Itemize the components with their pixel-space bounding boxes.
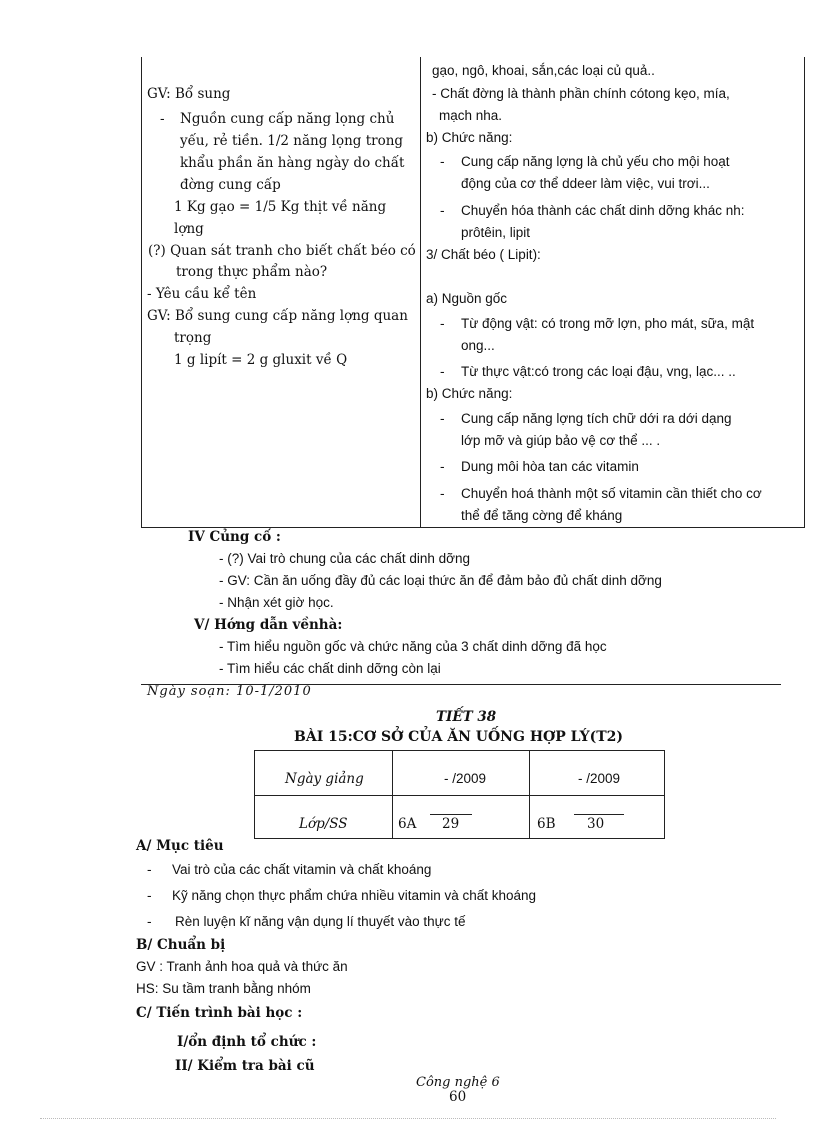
- left-item1-line2: yếu, rẻ tiền. 1/2 năng lọng trong: [180, 133, 404, 149]
- homework-title: V/ Hớng dẫn vềnhà:: [194, 617, 343, 633]
- objective-line1: Vai trò của các chất vitamin và chất khoáng: [172, 862, 432, 877]
- right-animal-line2: ong...: [461, 338, 495, 353]
- right-fatfunc-line2: lớp mỡ và giúp bảo vệ cơ thể ... .: [461, 433, 661, 448]
- schedule-class-b: 6B: [537, 816, 556, 832]
- right-fat-title: 3/ Chất béo ( Lipit):: [426, 247, 541, 262]
- left-question-line1: (?) Quan sát tranh cho biết chất béo có: [148, 243, 416, 259]
- schedule-count-a: 29: [442, 816, 460, 832]
- left-ratio-line2: lợng: [174, 221, 204, 237]
- schedule-class-a: 6A: [398, 816, 417, 832]
- right-convert-line2: prôtêin, lipit: [461, 225, 531, 240]
- preparation-title: B/ Chuẩn bị: [136, 937, 226, 953]
- right-energy-line2: động của cơ thể ddeer làm việc, vui trơi...: [461, 176, 710, 191]
- right-top-line: gạo, ngô, khoai, sắn,các loại củ quả..: [432, 63, 655, 78]
- count-b-overline: [574, 814, 624, 815]
- objective-line3: Rèn luyện kĩ năng vận dụng lí thuyết vào thực tế: [175, 914, 466, 929]
- right-solvent-line: Dung môi hòa tan các vitamin: [461, 459, 639, 474]
- right-bullet-dash: -: [440, 459, 445, 475]
- right-sugar-line1: - Chất đờng là thành phần chính cótong kẹo, mía,: [432, 86, 730, 101]
- right-energy-line1: Cung cấp năng lợng là chủ yếu cho mội hoạt: [461, 154, 730, 169]
- schedule-row1-cell1: - /2009: [444, 771, 487, 786]
- lesson-title: BÀI 15:CƠ SỞ CỦA ĂN UỐNG HỢP LÝ(T2): [294, 729, 623, 745]
- right-plant-line: Từ thực vật:có trong các loại đậu, vng, lạc... ..: [461, 364, 736, 379]
- count-a-overline: [430, 814, 472, 815]
- consolidate-line1: - (?) Vai trò chung của các chất dinh dỡng: [219, 551, 470, 566]
- preparation-gv: GV : Tranh ảnh hoa quả và thức ăn: [136, 959, 348, 974]
- left-item1-line3: khẩu phần ăn hàng ngày do chất: [180, 155, 405, 171]
- process-step1: I/ổn định tổ chức :: [177, 1034, 317, 1050]
- schedule-count-b: 30: [587, 816, 605, 832]
- right-animal-line1: Từ động vật: có trong mỡ lợn, pho mát, sữa, mật: [461, 316, 755, 331]
- left-request: - Yêu cầu kể tên: [147, 286, 257, 302]
- objective-dash: -: [147, 888, 152, 904]
- right-fatconv-line2: thể để tăng cờng để kháng: [461, 508, 623, 523]
- preparation-hs: HS: Su tầm tranh bằng nhóm: [136, 981, 311, 996]
- right-convert-line1: Chuyển hóa thành các chất dinh dỡng khác nh:: [461, 203, 745, 218]
- prep-date: Ngày soạn: 10-1/2010: [147, 684, 312, 699]
- left-formula: 1 g lipít = 2 g gluxit về Q: [174, 352, 348, 368]
- right-bullet-dash: -: [440, 364, 445, 380]
- footer-subject: Công nghệ 6: [416, 1075, 500, 1090]
- footer-page-number: 60: [449, 1089, 467, 1105]
- right-bullet-dash: -: [440, 154, 445, 170]
- schedule-row1-cell2: - /2009: [578, 771, 621, 786]
- schedule-row1-label: Ngày giảng: [285, 771, 364, 787]
- footer-dotted-line: [40, 1118, 776, 1119]
- process-title: C/ Tiến trình bài học :: [136, 1005, 303, 1021]
- right-bullet-dash: -: [440, 486, 445, 502]
- schedule-row2-label: Lớp/SS: [299, 816, 348, 832]
- left-gv-label: GV: Bổ sung: [147, 86, 231, 102]
- left-gv2-line2: trọng: [174, 330, 212, 346]
- right-bullet-dash: -: [440, 411, 445, 427]
- right-sugar-line2: mạch nha.: [439, 108, 503, 123]
- right-origin-heading: a) Nguồn gốc: [426, 291, 508, 306]
- right-fatconv-line1: Chuyển hoá thành một số vitamin cần thiết cho cơ: [461, 486, 762, 501]
- consolidate-line2: - GV: Cần ăn uống đầy đủ các loại thức ăn để đảm bảo đủ chất dinh dỡng: [219, 573, 662, 588]
- homework-line2: - Tìm hiểu các chất dinh dỡng còn lại: [219, 661, 441, 676]
- consolidate-line3: - Nhận xét giờ học.: [219, 595, 334, 610]
- objectives-title: A/ Mục tiêu: [136, 838, 224, 854]
- homework-line1: - Tìm hiểu nguồn gốc và chức năng của 3 chất dinh dỡng đã học: [219, 639, 607, 654]
- objective-dash: -: [147, 862, 152, 878]
- left-question-line2: trong thực phẩm nào?: [176, 264, 328, 280]
- left-gv2-line1: GV: Bổ sung cung cấp năng lợng quan: [147, 308, 408, 324]
- left-bullet-dash: -: [160, 111, 165, 127]
- right-fatfunc-line1: Cung cấp năng lợng tích chữ dới ra dới dạng: [461, 411, 732, 426]
- lesson-period: TIẾT 38: [436, 709, 497, 725]
- objective-line2: Kỹ năng chọn thực phẩm chứa nhiều vitamin và chất khoáng: [172, 888, 537, 903]
- objective-dash: -: [147, 914, 152, 930]
- right-bullet-dash: -: [440, 203, 445, 219]
- right-function-heading: b) Chức năng:: [426, 130, 513, 145]
- left-item1-line1: Nguồn cung cấp năng lọng chủ: [180, 111, 395, 127]
- right-bullet-dash: -: [440, 316, 445, 332]
- schedule-row-divider: [255, 795, 664, 796]
- column-divider: [420, 57, 421, 527]
- left-item1-line4: đờng cung cấp: [180, 177, 281, 193]
- process-step2: II/ Kiểm tra bài cũ: [175, 1058, 315, 1074]
- left-ratio-line1: 1 Kg gạo = 1/5 Kg thịt về năng: [174, 199, 387, 215]
- consolidate-title: IV Củng cố :: [188, 529, 281, 545]
- right-function-heading-2: b) Chức năng:: [426, 386, 513, 401]
